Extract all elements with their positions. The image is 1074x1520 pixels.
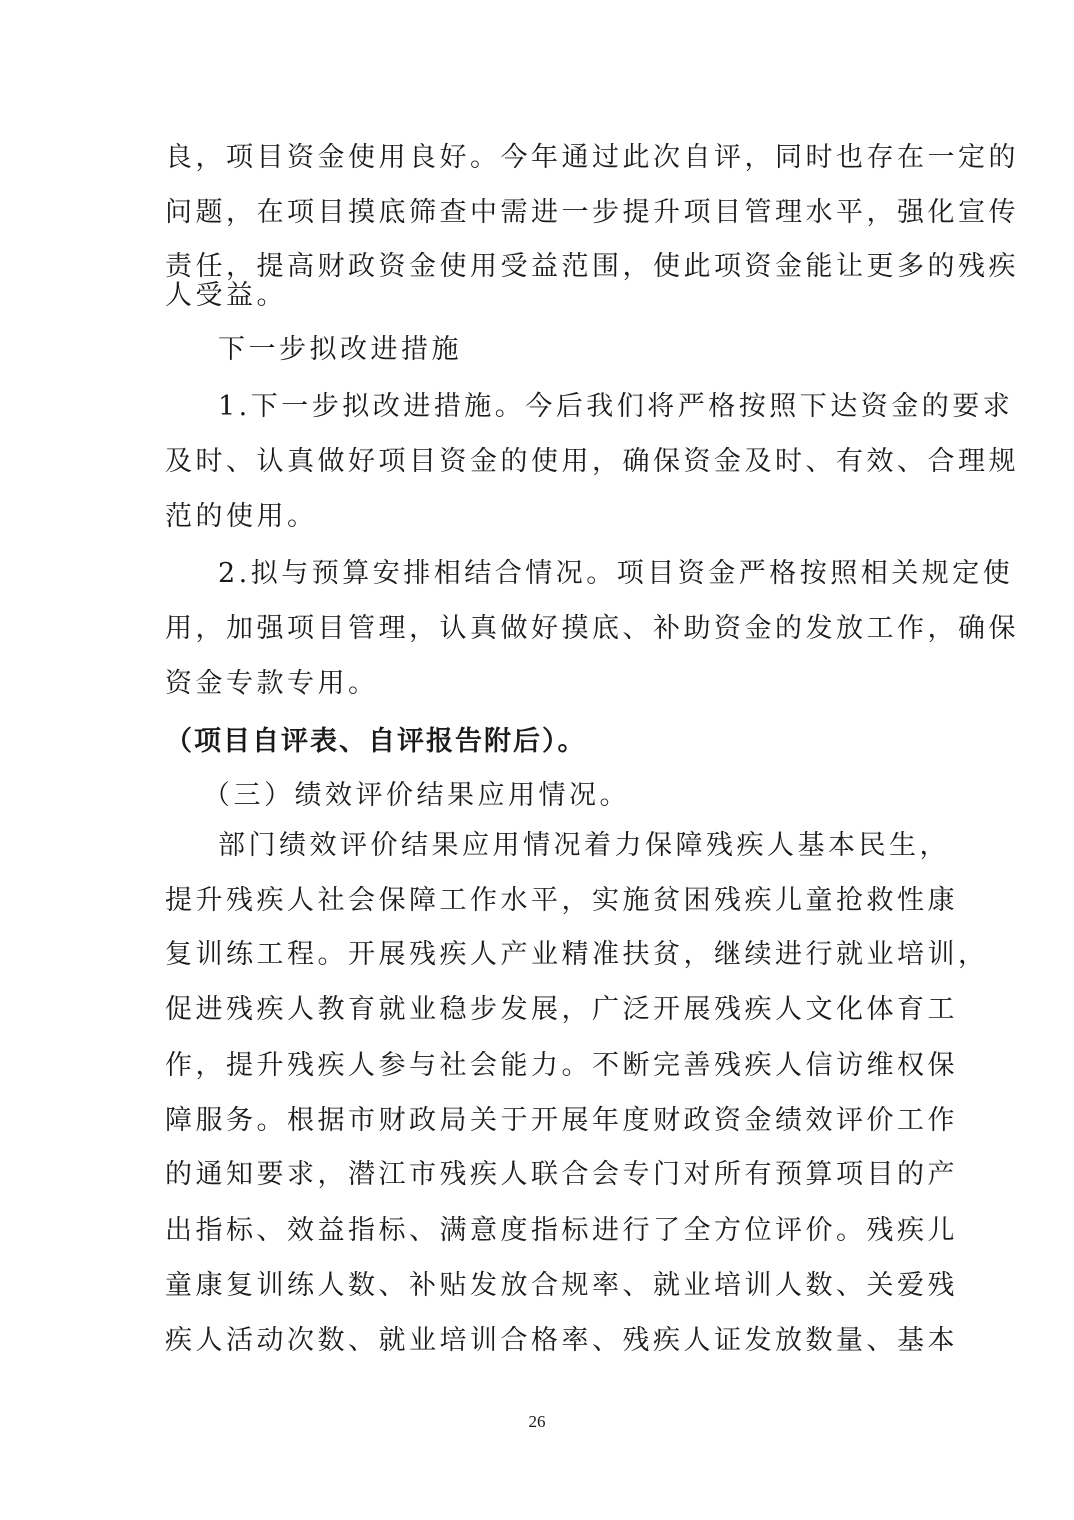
section-heading: （三）绩效评价结果应用情况。 <box>203 780 630 811</box>
body-line: 作，提升残疾人参与社会能力。不断完善残疾人信访维权保 <box>165 1050 958 1081</box>
body-line: 童康复训练人数、补贴发放合规率、就业培训人数、关爱残 <box>165 1270 958 1301</box>
body-line: 促进残疾人教育就业稳步发展，广泛开展残疾人文化体育工 <box>165 994 958 1025</box>
body-line: 资金专款专用。 <box>165 668 379 699</box>
body-line: 良，项目资金使用良好。今年通过此次自评，同时也存在一定的 <box>165 142 1019 173</box>
section-subheading: 下一步拟改进措施 <box>218 334 462 365</box>
page-number: 26 <box>528 1412 546 1431</box>
attachment-note: （项目自评表、自评报告附后）。 <box>165 726 587 757</box>
body-line: 问题，在项目摸底筛查中需进一步提升项目管理水平，强化宣传 <box>165 197 1019 228</box>
body-line: 部门绩效评价结果应用情况着力保障残疾人基本民生， <box>218 830 950 861</box>
body-line: 及时、认真做好项目资金的使用，确保资金及时、有效、合理规 <box>165 446 1019 477</box>
body-line: 人受益。 <box>165 280 287 311</box>
body-line: 提升残疾人社会保障工作水平，实施贫困残疾儿童抢救性康 <box>165 885 958 916</box>
body-line: 用，加强项目管理，认真做好摸底、补助资金的发放工作，确保 <box>165 613 1019 644</box>
body-line: 复训练工程。开展残疾人产业精准扶贫，继续进行就业培训， <box>165 939 989 970</box>
body-line: 疾人活动次数、就业培训合格率、残疾人证发放数量、基本 <box>165 1325 958 1356</box>
body-line: 2.拟与预算安排相结合情况。项目资金严格按照相关规定使 <box>218 558 1014 589</box>
body-line: 出指标、效益指标、满意度指标进行了全方位评价。残疾儿 <box>165 1215 958 1246</box>
body-line: 的通知要求，潜江市残疾人联合会专门对所有预算项目的产 <box>165 1159 958 1190</box>
body-line: 障服务。根据市财政局关于开展年度财政资金绩效评价工作 <box>165 1105 958 1136</box>
body-line: 1.下一步拟改进措施。今后我们将严格按照下达资金的要求 <box>218 391 1014 422</box>
body-line: 责任，提高财政资金使用受益范围，使此项资金能让更多的残疾 <box>165 251 1019 282</box>
body-line: 范的使用。 <box>165 501 318 532</box>
